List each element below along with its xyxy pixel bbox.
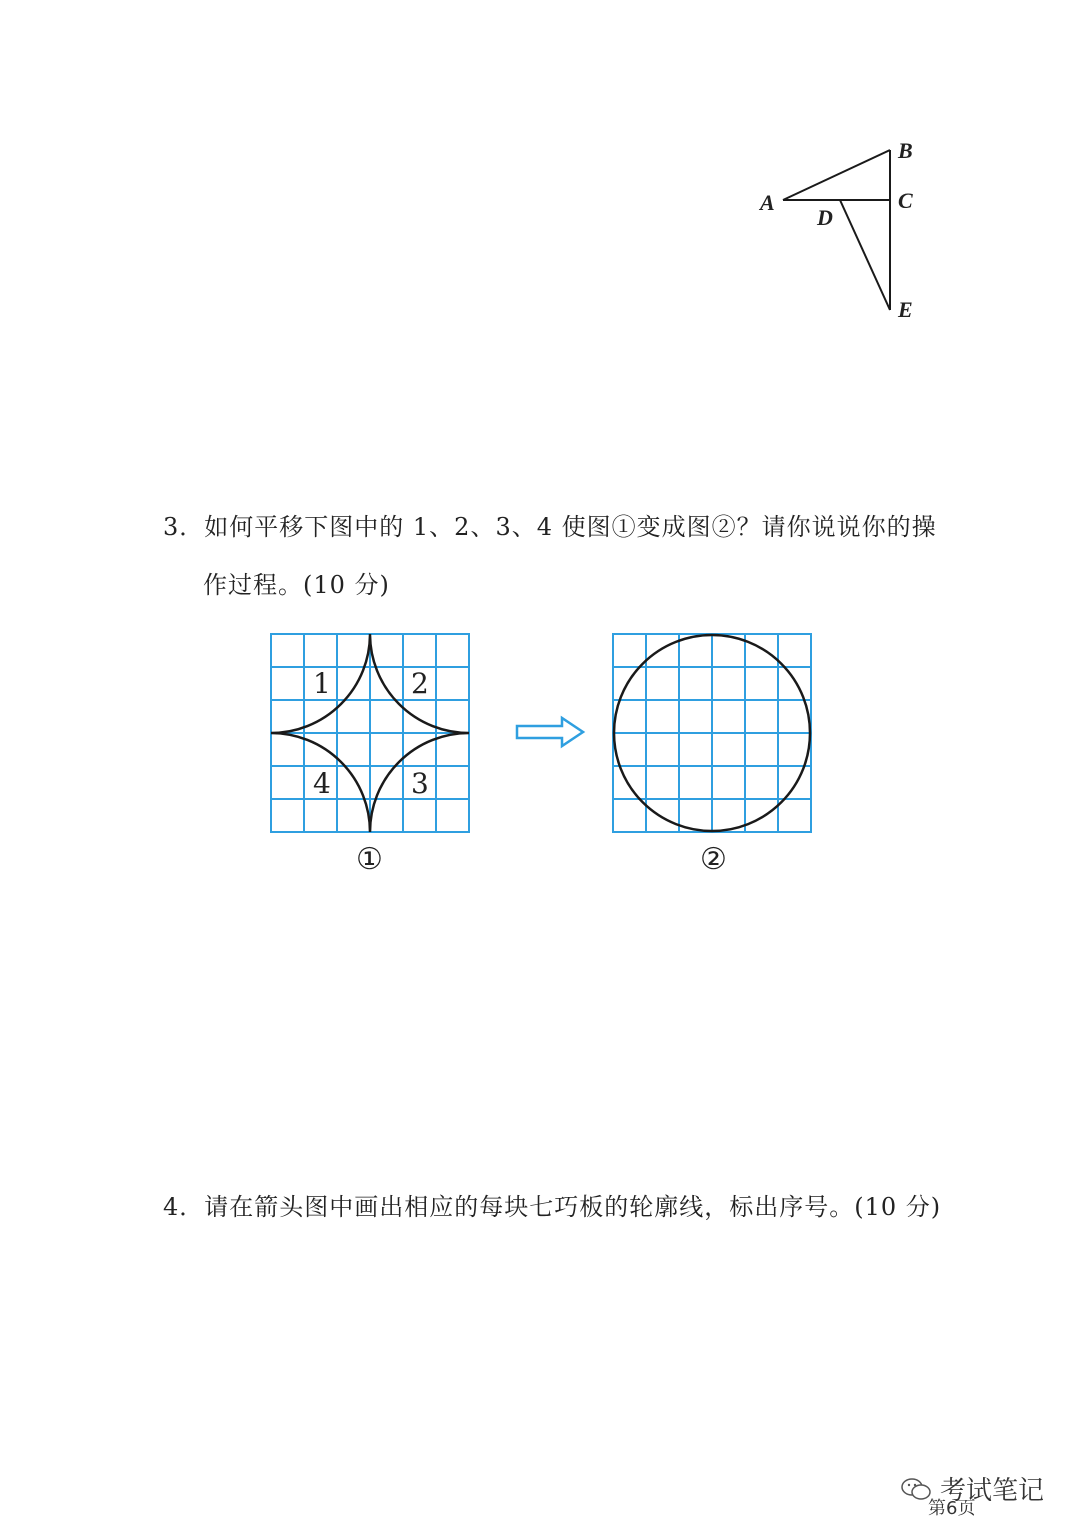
figure-2 [612, 633, 814, 833]
page-number: 第6页 [928, 1498, 976, 1519]
question-3-line-2: 作过程。(10 分) [203, 571, 390, 599]
question-3-number: 3． [163, 513, 205, 541]
figure-1-caption: ① [356, 842, 383, 877]
figure-1-region-2: 2 [411, 667, 429, 700]
segment-de [840, 200, 890, 310]
watermark [900, 1470, 1070, 1520]
figure-1-grid [271, 634, 469, 832]
figure-1-region-4: 4 [313, 767, 331, 800]
point-label-d: D [817, 205, 833, 230]
point-label-e: E [898, 297, 913, 322]
figure-1-region-3: 3 [411, 767, 429, 800]
figure-2-caption: ② [700, 842, 727, 877]
question-4-line [163, 1195, 941, 1219]
triangle-figure-svg [750, 130, 950, 330]
figure-1-svg [270, 633, 472, 833]
question-3-text-1: 如何平移下图中的 1、2、3、4 使图①变成图②？请你说说你的操 [204, 513, 937, 541]
figure-2-svg [612, 633, 814, 833]
right-arrow-icon [514, 715, 586, 749]
segment-ab [783, 150, 890, 200]
transform-arrow [514, 715, 586, 753]
point-label-a: A [760, 190, 775, 215]
point-label-b: B [898, 138, 913, 163]
triangle-figure [750, 130, 950, 330]
figure-1-region-1: 1 [313, 667, 331, 700]
question-3-line-1 [163, 515, 937, 539]
watermark-text: 考试笔记 [940, 1476, 1045, 1506]
point-label-c: C [898, 188, 913, 213]
question-4-text: 请在箭头图中画出相应的每块七巧板的轮廓线，标出序号。(10 分) [204, 1193, 942, 1221]
question-4-number: 4． [163, 1193, 205, 1221]
figure-1 [270, 633, 472, 833]
